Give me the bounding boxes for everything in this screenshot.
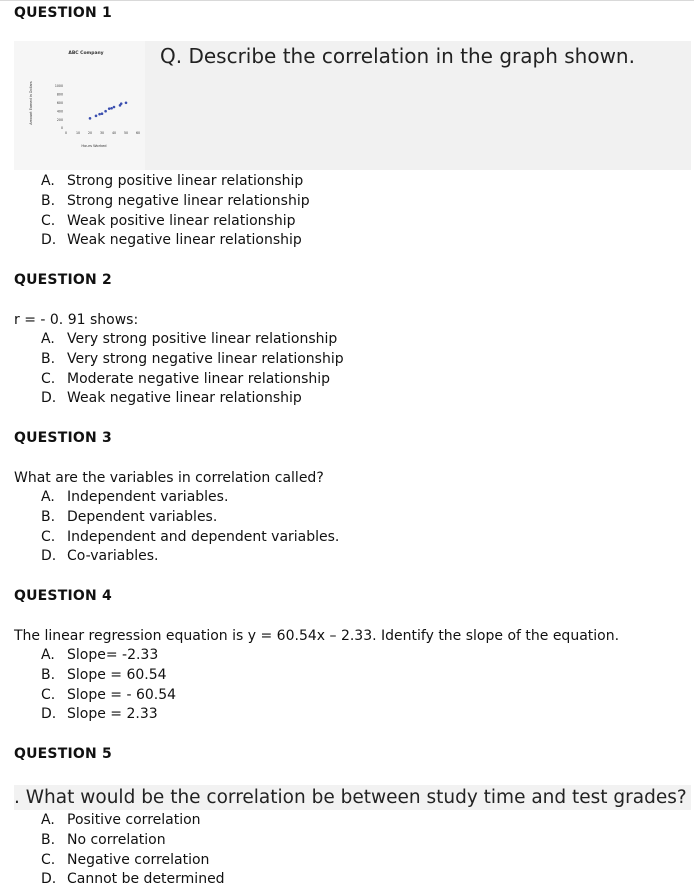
question-2-options: [41, 330, 344, 409]
x-tick-label: 20: [87, 131, 93, 135]
question-2-text: r = - 0. 91 shows:: [14, 312, 139, 328]
top-divider: [0, 0, 694, 1]
x-tick-label: 60: [135, 131, 141, 135]
question-1-text: Q. Describe the correlation in the graph shown.: [160, 44, 635, 68]
scatter-point: [120, 102, 123, 105]
x-tick-label: 30: [99, 131, 105, 135]
question-1-heading: QUESTION 1: [14, 5, 112, 21]
question-4-options: [41, 646, 176, 725]
q4-option-d[interactable]: D. Slope = 2.33: [41, 706, 158, 723]
x-tick-label: 10: [75, 131, 81, 135]
scatter-point: [104, 110, 107, 113]
x-tick-label: 0: [64, 131, 68, 135]
q1-option-c[interactable]: C. Weak positive linear relationship: [41, 212, 296, 229]
question-5-options: [41, 811, 225, 890]
q3-option-c[interactable]: C. Independent and dependent variables.: [41, 528, 340, 545]
question-5-heading: QUESTION 5: [14, 746, 112, 762]
y-tick-label: 1000: [54, 84, 63, 89]
q3-option-b[interactable]: B. Dependent variables.: [41, 508, 218, 525]
q5-option-d[interactable]: D. Cannot be determined: [41, 871, 225, 888]
q2-option-a[interactable]: A. Very strong positive linear relationship: [41, 331, 338, 347]
scatter-point: [113, 106, 116, 109]
q3-option-a[interactable]: A. Independent variables.: [41, 489, 229, 505]
q2-option-c[interactable]: C. Moderate negative linear relationship: [41, 370, 331, 387]
question-5-text: . What would be the correlation be between study time and test grades?: [14, 787, 687, 808]
y-tick-label: 200: [56, 117, 63, 122]
q2-option-d[interactable]: D. Weak negative linear relationship: [41, 390, 302, 407]
x-tick-label: 50: [123, 131, 129, 135]
question-3-text: What are the variables in correlation called?: [14, 470, 324, 486]
q5-option-b[interactable]: B. No correlation: [41, 831, 166, 848]
q4-option-a[interactable]: A. Slope= -2.33: [41, 647, 159, 663]
graph-title: ABC Company: [68, 51, 104, 56]
scatter-point: [125, 102, 128, 105]
y-tick-label: 0: [60, 126, 63, 131]
scatter-plot-svg: [14, 41, 145, 170]
q5-option-a[interactable]: A. Positive correlation: [41, 812, 201, 828]
q4-option-c[interactable]: C. Slope = - 60.54: [41, 686, 177, 703]
question-2-heading: QUESTION 2: [14, 272, 112, 288]
q5-option-c[interactable]: C. Negative correlation: [41, 851, 210, 868]
scatter-point: [101, 112, 104, 115]
question-1-options: [41, 172, 310, 251]
question-3-options: [41, 488, 339, 567]
scatter-point: [108, 107, 111, 110]
q4-option-b[interactable]: B. Slope = 60.54: [41, 666, 167, 683]
graph-y-label: Amount Earned in Dollars: [29, 81, 33, 125]
scatter-point: [98, 113, 101, 116]
scatter-graph: [14, 41, 145, 170]
q1-option-a[interactable]: A. Strong positive linear relationship: [41, 173, 304, 189]
question-3-heading: QUESTION 3: [14, 430, 112, 446]
question-4-heading: QUESTION 4: [14, 588, 112, 604]
q3-option-d[interactable]: D. Co-variables.: [41, 548, 159, 565]
graph-x-label: Hours Worked: [81, 144, 107, 148]
q1-option-b[interactable]: B. Strong negative linear relationship: [41, 192, 310, 209]
y-tick-label: 800: [56, 92, 63, 97]
x-tick-label: 40: [111, 131, 117, 135]
q2-option-b[interactable]: B. Very strong negative linear relationship: [41, 350, 344, 367]
q1-option-d[interactable]: D. Weak negative linear relationship: [41, 232, 302, 249]
scatter-point: [95, 115, 98, 118]
question-4-text: The linear regression equation is y = 60.54x – 2.33. Identify the slope of the equation.: [14, 628, 620, 644]
y-tick-label: 400: [56, 109, 63, 114]
scatter-point: [110, 107, 113, 110]
y-tick-label: 600: [56, 101, 63, 105]
scatter-point: [89, 117, 92, 120]
